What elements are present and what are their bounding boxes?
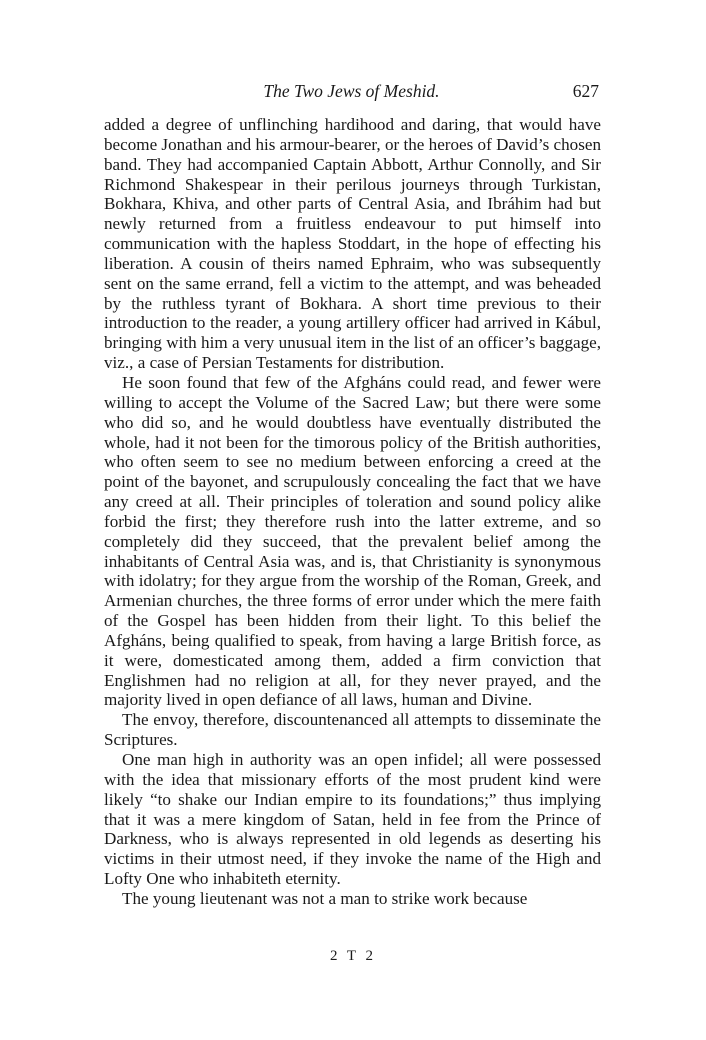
paragraph: He soon found that few of the Afgháns could read, and fewer were willing to accept the Volume of the Sacred Law; but there were some who did so, and he would doubtless have eventually distributed the whole, had it not been for the timorous policy of the British authorities, who often seem to see no medium between enforcing a creed at the point of the bayonet, and scrupulously concealing the fact that we have any creed at all. Their principles of toleration and sound policy alike forbid the first; they therefore rush into the latter extreme, and so completely did they succeed, that the prevalent belief among the inhabitants of Central Asia was, and is, that Christianity is synonymous with idolatry; for they argue from the worship of the Roman, Greek, and Armenian churches, the three forms of error under which the mere faith of the Gospel has been hidden from their light. To this belief the Afgháns, being qualified to speak, from having a large British force, as it were, domesticated among them, added a firm conviction that Englishmen had no religion at all, for they never prayed, and the majority lived in open defiance of all laws, human and Divine. <box>104 372 601 710</box>
paragraph: One man high in authority was an open infidel; all were possessed with the idea that missionary efforts of the most prudent kind were likely “to shake our Indian empire to its foundations;” thus implying that it was a mere kingdom of Satan, held in fee from the Prince of Darkness, who is always represented in old legends as deserting his victims in their utmost need, if they invoke the name of the High and Lofty One who inhabiteth eternity. <box>104 750 601 889</box>
page-header <box>104 78 599 104</box>
paragraph: The young lieutenant was not a man to strike work because <box>122 888 528 908</box>
paragraph: The envoy, therefore, discountenanced all attempts to disseminate the Scriptures. <box>104 710 601 750</box>
page-number: 627 <box>572 81 599 101</box>
signature-mark: 2 T 2 <box>329 948 377 964</box>
running-title: The Two Jews of Meshid. <box>263 81 440 101</box>
body-text <box>104 115 601 909</box>
paragraph: added a degree of unflinching hardihood and daring, that would have become Jonathan and his armour-bearer, or the heroes of David’s chosen band. They had accompanied Captain Abbott, Arthur Connolly, and Sir Richmond Shakespear in their perilous journeys through Turkistan, Bokhara, Khiva, and other parts of Central Asia, and Ibráhim had but newly returned from a fruitless endeavour to put himself into communication with the hapless Stoddart, in the hope of effecting his liberation. A cousin of theirs named Ephraim, who was subsequently sent on the same errand, fell a victim to the attempt, and was beheaded by the ruthless tyrant of Bokhara. A short time previous to their introduction to the reader, a young artillery officer had arrived in Kábul, bringing with him a very unusual item in the list of an officer’s baggage, viz., a case of Persian Testaments for distribution. <box>104 115 601 373</box>
